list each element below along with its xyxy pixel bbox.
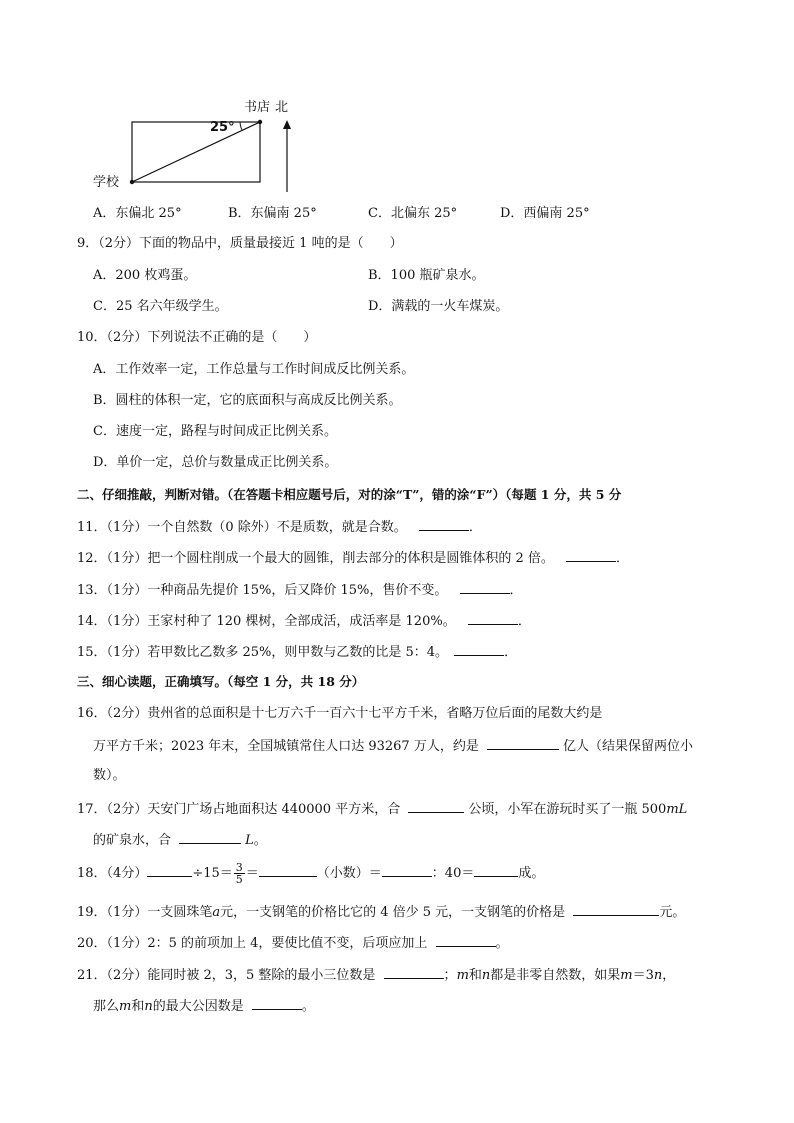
q12 — [77, 547, 629, 569]
q21-answer-blank-number[interactable] — [384, 964, 444, 979]
q11-end: ． — [468, 520, 482, 535]
angle-arc — [240, 122, 242, 130]
q15-end: ． — [504, 645, 518, 660]
q17-unit-ml: mL — [666, 802, 688, 817]
q10-option-a[interactable]: A．工作效率一定，工作总量与工作时间成反比例关系。 — [93, 362, 415, 377]
q17-line1-a: 17．（2分）天安门广场占地面积达 440000 平方米，合 — [77, 802, 401, 817]
direction-diagram — [90, 92, 330, 202]
q8-option-c[interactable]: C．北偏东 25° — [368, 206, 458, 221]
q18-answer-blank-dividend[interactable] — [147, 862, 192, 877]
q14-answer-blank[interactable] — [468, 610, 518, 625]
q15-answer-blank[interactable] — [454, 641, 504, 656]
q16-line3: 数）。 — [93, 768, 126, 783]
q10-option-b[interactable]: B．圆柱的体积一定，它的底面积与高成反比例关系。 — [93, 393, 402, 408]
q13 — [77, 579, 523, 601]
q9-option-d[interactable]: D．满载的一火车煤炭。 — [368, 299, 509, 314]
diagram-label-north: 北 — [275, 100, 289, 115]
q17-answer-blank-hectare[interactable] — [408, 798, 464, 813]
q13-text: 13．（1分）一种商品先提价 15%，后又降价 15%，售价不变。 — [77, 583, 448, 598]
school-point — [130, 180, 134, 184]
q13-end: ． — [509, 583, 523, 598]
q18-answer-blank-ratio[interactable] — [382, 862, 432, 877]
q9-option-a[interactable]: A．200 枚鸡蛋。 — [93, 268, 197, 283]
section2-title: 二、仔细推敲，判断对错。（在答题卡相应题号后，对的涂“T”，错的涂“F”）（每题 1 分，共 5 分 — [77, 487, 622, 502]
q20-text: 20．（1分）2：5 的前项加上 4，要使比值不变，后项应加上 — [77, 936, 428, 951]
q21-he: 和 — [468, 968, 482, 983]
q21-line2-b: 的最大公因数是 — [152, 999, 244, 1014]
q17-line2-end: 。 — [253, 833, 267, 848]
q11-text: 11．（1分）一个自然数（0 除外）不是质数，就是合数。 — [77, 520, 407, 535]
q16-line1: 16．（2分）贵州省的总面积是十七万六千一百六十七平方千米，省略万位后面的尾数大约是 — [77, 706, 603, 721]
q21-var-m2: m — [620, 968, 633, 983]
q17-answer-blank-liter[interactable] — [179, 829, 241, 844]
q19-answer-blank[interactable] — [573, 901, 659, 916]
q17-line1-b: 公顷，小军在游玩时买了一瓶 500 — [468, 802, 667, 817]
north-arrow-icon — [283, 120, 291, 129]
q10-option-c[interactable]: C．速度一定，路程与时间成正比例关系。 — [93, 424, 337, 439]
q21-line1-b: ； — [443, 968, 457, 983]
q19 — [77, 901, 685, 923]
q16-line2 — [93, 735, 693, 757]
q14-end: ． — [517, 614, 531, 629]
q9-option-c[interactable]: C．25 名六年级学生。 — [93, 299, 228, 314]
q14 — [77, 610, 531, 632]
q21-line2 — [93, 995, 315, 1017]
q10-stem: 10．（2分）下列说法不正确的是（ ） — [77, 330, 317, 345]
q11 — [77, 516, 482, 538]
q18-answer-blank-decimal[interactable] — [259, 862, 317, 877]
q21-eq: ＝3 — [632, 968, 654, 983]
q21-var-n3: n — [144, 999, 153, 1014]
q21-line1-end: ， — [662, 968, 676, 983]
q11-answer-blank[interactable] — [419, 516, 469, 531]
q9-stem: 9．（2分）下面的物品中，质量最接近 1 吨的是（ ） — [77, 236, 403, 251]
q8-option-b[interactable]: B．东偏南 25° — [228, 206, 317, 221]
q18-end: 成。 — [518, 866, 545, 881]
q17-line1 — [77, 798, 687, 820]
q8-option-a[interactable]: A．东偏北 25° — [93, 206, 182, 221]
q18-prefix: 18．（4分） — [77, 866, 148, 881]
diagram-label-school: 学校 — [93, 175, 120, 190]
q18-fraction-denominator: 5 — [235, 873, 243, 886]
diagram-label-store: 书店 — [244, 100, 271, 115]
q21-var-n: n — [481, 968, 491, 983]
q13-answer-blank[interactable] — [460, 579, 510, 594]
section3-title: 三、细心读题，正确填写。（每空 1 分，共 18 分） — [77, 674, 365, 689]
q16-line2-b: 亿人（结果保留两位小 — [562, 739, 693, 754]
q20-end: 。 — [495, 936, 509, 951]
q21-line1-a: 21．（2分）能同时被 2，3，5 整除的最小三位数是 — [77, 968, 376, 983]
q21-answer-blank-gcd[interactable] — [252, 995, 302, 1010]
q15 — [77, 641, 517, 663]
q14-text: 14．（1分）王家村种了 120 棵树，全部成活，成活率是 120%。 — [77, 614, 456, 629]
q19-a: 19．（1分）一支圆珠笔 — [77, 905, 213, 920]
q21-var-n2: n — [653, 968, 663, 983]
q18-decimal: （小数）＝ — [316, 866, 382, 881]
q8-option-d[interactable]: D．西偏南 25° — [500, 206, 590, 221]
q12-text: 12．（1分）把一个圆柱削成一个最大的圆锥，削去部分的体积是圆锥体积的 2 倍。 — [77, 551, 554, 566]
q21-line1 — [77, 964, 675, 986]
q21-line1-c: 都是非零自然数，如果 — [490, 968, 621, 983]
store-point — [258, 120, 262, 124]
q21-line2-a: 那么 — [93, 999, 120, 1014]
q18-div: ÷15＝ — [192, 866, 233, 881]
q10-option-d[interactable]: D．单价一定，总价与数量成正比例关系。 — [93, 455, 338, 470]
q16-line2-a: 万平方千米；2023 年末，全国城镇常住人口达 93267 万人，约是 — [93, 739, 479, 754]
q21-line2-end: 。 — [301, 999, 315, 1014]
q21-var-m: m — [456, 968, 469, 983]
q17-line2-a: 的矿泉水，合 — [93, 833, 172, 848]
q15-text: 15．（1分）若甲数比乙数多 25%，则甲数与乙数的比是 5：4。 — [77, 645, 449, 660]
school-store-line — [132, 122, 260, 182]
q19-b: 元，一支钢笔的价格比它的 4 倍少 5 元，一支钢笔的价格是 — [220, 905, 566, 920]
q18-eq: ＝ — [245, 866, 259, 881]
q17-line2 — [93, 829, 267, 851]
q9-option-b[interactable]: B．100 瓶矿泉水。 — [368, 268, 485, 283]
q19-end: 元。 — [659, 905, 686, 920]
q18-ratio: ：40＝ — [431, 866, 475, 881]
q21-he2: 和 — [131, 999, 145, 1014]
diagram-label-angle: 25° — [210, 120, 235, 135]
q18-fraction — [234, 862, 245, 885]
q16-answer-blank[interactable] — [487, 735, 559, 750]
q12-answer-blank[interactable] — [566, 547, 616, 562]
q19-var: a — [212, 905, 221, 920]
q12-end: ． — [616, 551, 630, 566]
q18-fraction-numerator: 3 — [235, 861, 243, 874]
q21-var-m3: m — [119, 999, 132, 1014]
q18-answer-blank-percent[interactable] — [474, 862, 518, 877]
q18 — [77, 862, 544, 885]
q17-unit-l: L — [245, 833, 254, 848]
q20-answer-blank[interactable] — [436, 932, 496, 947]
q20 — [77, 932, 509, 954]
